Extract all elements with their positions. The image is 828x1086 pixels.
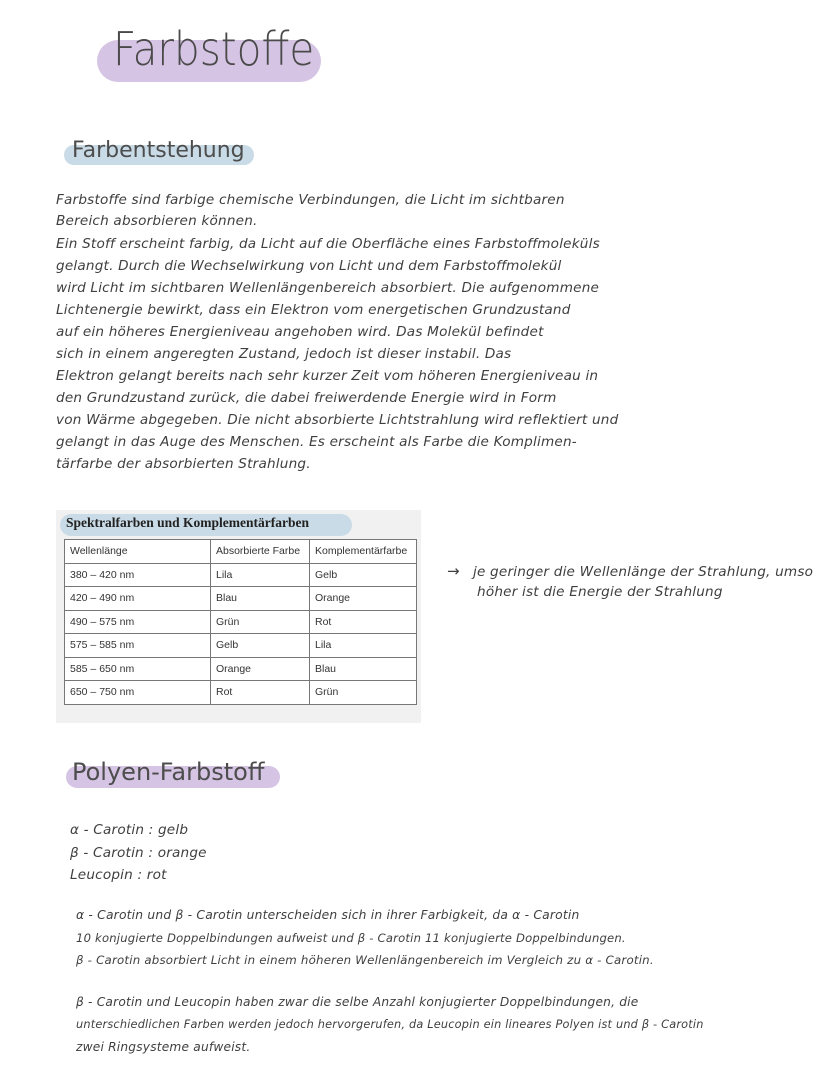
table-header: Komplementärfarbe [310,540,417,564]
table-header: Absorbierte Farbe [211,540,310,564]
text-line: wird Licht im sichtbaren Wellenlängenbereich absorbiert. Die aufgenommene [56,280,600,296]
table-cell: Rot [310,610,417,634]
text-line: zwei Ringsysteme aufweist. [76,1040,251,1054]
table-cell: Gelb [310,563,417,587]
section-heading-farbentstehung: Farbentstehung [72,138,245,163]
table-row [65,657,417,681]
spectral-table [64,539,417,705]
list-item: α - Carotin : gelb [70,822,189,838]
table-cell: Gelb [211,634,310,658]
table-row [65,587,417,611]
text-line: Bereich absorbieren können. [56,213,258,229]
table-cell: Orange [310,587,417,611]
text-line: tärfarbe der absorbierten Strahlung. [56,456,311,472]
text-line: sich in einem angeregten Zustand, jedoch ist dieser instabil. Das [56,346,512,362]
table-row [65,681,417,705]
table-cell: Blau [211,587,310,611]
table-cell: Grün [310,681,417,705]
table-header-row [65,540,417,564]
table-cell: 650 – 750 nm [65,681,211,705]
text-line: auf ein höheres Energieniveau angehoben wird. Das Molekül befindet [56,324,544,340]
table-cell: 585 – 650 nm [65,657,211,681]
table-header: Wellenlänge [65,540,211,564]
text-line: Ein Stoff erscheint farbig, da Licht auf die Oberfläche eines Farbstoffmoleküls [56,236,600,252]
table-row [65,634,417,658]
text-line: 10 konjugierte Doppelbindungen aufweist und β - Carotin 11 konjugierte Doppelbindungen. [76,931,626,945]
table-cell: Rot [211,681,310,705]
table-cell: Lila [211,563,310,587]
text-line: den Grundzustand zurück, die dabei freiwerdende Energie wird in Form [56,390,557,406]
text-line: gelangt in das Auge des Menschen. Es erscheint als Farbe die Komplimen- [56,434,577,450]
table-row [65,610,417,634]
note-line: je geringer die Wellenlänge der Strahlung, umso [473,564,814,580]
text-line: β - Carotin absorbiert Licht in einem höheren Wellenlängenbereich im Vergleich zu α - Carotin. [76,953,654,967]
table-cell: Orange [211,657,310,681]
list-item: β - Carotin : orange [70,845,207,861]
table-cell: Grün [211,610,310,634]
text-line: Lichtenergie bewirkt, dass ein Elektron vom energetischen Grundzustand [56,302,571,318]
table-cell: 420 – 490 nm [65,587,211,611]
text-line: unterschiedlichen Farben werden jedoch hervorgerufen, da Leucopin ein lineares Polyen ist und β - Carotin [76,1018,704,1031]
page-title: Farbstoffe [113,22,315,76]
text-line: β - Carotin und Leucopin haben zwar die selbe Anzahl konjugierter Doppelbindungen, die [76,995,639,1009]
table-cell: Blau [310,657,417,681]
spectral-table-card [56,510,421,723]
arrow-icon: → [447,562,460,580]
table-cell: 575 – 585 nm [65,634,211,658]
note-line: höher ist die Energie der Strahlung [477,584,723,600]
table-row [65,563,417,587]
text-line: Elektron gelangt bereits nach sehr kurzer Zeit vom höheren Energieniveau in [56,368,599,384]
list-item: Leucopin : rot [70,867,167,883]
text-line: gelangt. Durch die Wechselwirkung von Licht und dem Farbstoffmolekül [56,258,562,274]
text-line: α - Carotin und β - Carotin unterscheiden sich in ihrer Farbigkeit, da α - Carotin [76,908,580,922]
table-cell: 380 – 420 nm [65,563,211,587]
table-caption: Spektralfarben und Komplementärfarben [66,515,309,530]
table-cell: 490 – 575 nm [65,610,211,634]
text-line: Farbstoffe sind farbige chemische Verbindungen, die Licht im sichtbaren [56,192,565,208]
table-cell: Lila [310,634,417,658]
section-heading-polyen: Polyen-Farbstoff [72,758,265,786]
text-line: von Wärme abgegeben. Die nicht absorbierte Lichtstrahlung wird reflektiert und [56,412,619,428]
